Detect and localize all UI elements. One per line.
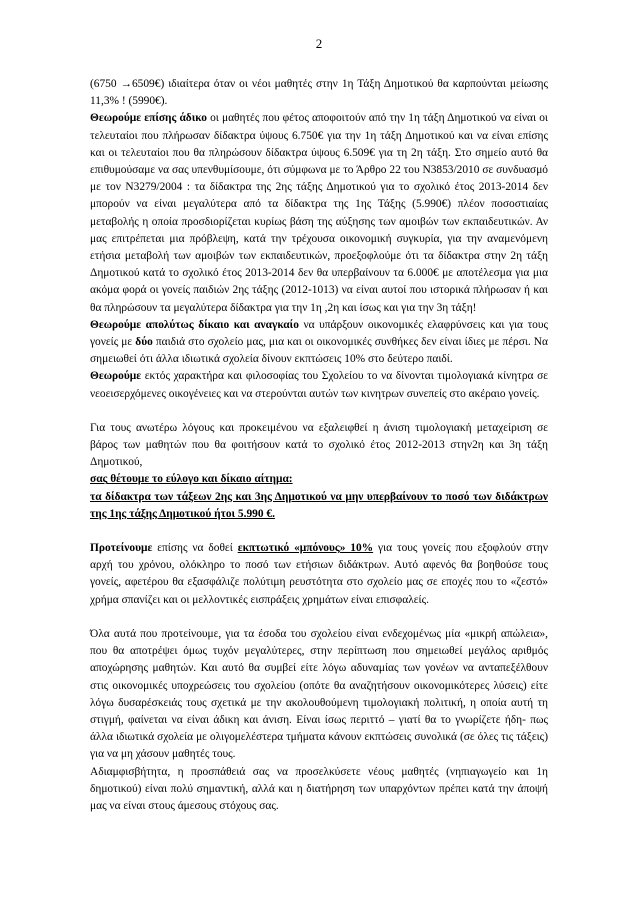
paragraph-fee-reduction: (6750 →6509€) ιδιαίτερα όταν οι νέοι μαθητές στην 1η Τάξη Δημοτικού θα καρπούνται μείωσης 11,3% ! (5990€). (90, 78, 548, 108)
paragraph-reasons: Για τους ανωτέρω λόγους και προκειμένου να εξαλειφθεί η άνιση τιμολογιακή μεταχείριση σε βάρος των μαθητών που θα φοιτήσουν κατά το σχολικό έτος 2012-2013 στην2η και 3η τάξη Δημοτικού, (90, 421, 548, 469)
paragraph-small-loss: Όλα αυτά που προτείνουμε, για τα έσοδα του σχολείου είναι ενδεχομένως μία «μικρή απώλεια», που θα αποτρέψει όμως τυχόν μεγαλύτερες, στην περίπτωση που σημειωθεί μεγάλος αριθμός αποχώρησης μαθητών. Και αυτό θα συμβεί είτε λόγω αδυναμίας των γονέων να ανταπεξέλθουν στις οικονομικές υποχρεώσεις του σχολείου (οπότε θα αναζητήσουν οικονομικότερες λύσεις) είτε λόγω δυσαρέσκειάς τους σχετικά με την ακολουθούμενη τιμολογιακή πολιτική, η οποία αυτή τη στιγμή, φαίνεται να είναι άδικη και άνιση. Είναι ίσως περιττό – γιατί θα το γνωρίζετε ήδη- πως άλλα ιδιωτικά σχολεία με ολιγομελέστερα τμήματα κάνουν εκπτώσεις συνολικά (σε όλες τις τάξεις) για να μη χάσουν μαθητές τους. (90, 627, 548, 761)
request-body: τα δίδακτρα των τάξεων 2ης και 3ης Δημοτικού να μην υπερβαίνουν το ποσό των διδάκτρων της 1ης τάξης Δημοτικού ήτοι 5.990 €. (90, 490, 548, 520)
lead-bold: Θεωρούμε (90, 370, 142, 383)
request-title: σας θέτουμε το εύλογο και δίκαιο αίτημα: (90, 473, 293, 486)
paragraph-incentives: Θεωρούμε εκτός χαρακτήρα και φιλοσοφίας του Σχολείου το να δίνονται τιμολογιακά κίνητρα σε νεοεισερχόμενες οικογένειες και να στερούνται αυτών των κινητρων συνεπείς στο ακέραιο γονείς. (90, 370, 548, 400)
paragraph-retention: Αδιαμφισβήτητα, η προσπάθειά σας να προσελκύσετε νέους μαθητές (νηπιαγωγείο και 1η δημοτικού) είναι πολύ σημαντική, αλλά και η διατήρηση των υπαρχόντων πρέπει κατά την άποψή μας να είναι στους άμεσους στόχους σας. (90, 765, 548, 812)
paragraph-second-child-discount: Θεωρούμε απολύτως δίκαιο και αναγκαίο να υπάρξουν οικονομικές ελαφρύνσεις και για τους γονείς με δύο παιδιά στο σχολείο μας, μια και οι οικονομικές συνθήκες δεν είναι ίδιες με πέρσι. Να σημειωθεί ότι άλλα ιδιωτικά σχολεία δίνουν εκπτώσεις 10% στο δεύτερο παιδί. (90, 318, 549, 366)
document-body (90, 76, 548, 815)
lead-bold: Θεωρούμε απολύτως δίκαιο και αναγκαίο (90, 318, 299, 331)
lead-bold: Θεωρούμε επίσης άδικο (90, 112, 207, 125)
paragraph-bonus-proposal: Προτείνουμε επίσης να δοθεί εκπτωτικό «μπόνους» 10% για τους γονείς που εξοφλούν στην αρχή του χρόνου, ολόκληρο το ποσό των ετήσιων διδάκτρων. Αυτό αφενός θα βοηθούσε τους γονείς, αφετέρου θα εξασφάλιζε πολύτιμη ρευστότητα στο σχολείο μας σε εποχές που το «ζεστό» χρήμα σπανίζει και οι μελλοντικές εισπράξεις χρημάτων είναι επισφαλείς. (90, 542, 548, 606)
paragraph-unfair-fees: Θεωρούμε επίσης άδικο οι μαθητές που φέτος αποφοιτούν από την 1η τάξη Δημοτικού να είναι οι τελευταίοι που πλήρωσαν δίδακτρα ύψους 6.750€ για την 1η τάξη Δημοτικού και να είναι επίσης και οι τελευταίοι που θα πληρώσουν δίδακτρα ύψους 6.509€ για τη 2η τάξη. Στο σημείο αυτό θα επιθυμούσαμε να σας υπενθυμίσουμε, ότι σύμφωνα με το Άρθρο 22 του Ν3853/2010 σε συνδυασμό με τον Ν3279/2004 : τα δίδακτρα της 2ης τάξης Δημοτικού για το σχολικό έτος 2013-2014 δεν μπορούν να είναι μεγαλύτερα από τα δίδακτρα της 1ης Τάξης (5.990€) πλέον ποσοστιαίας μεταβολής η οποία προσδιορίζεται κυρίως βάση της αύξησης των αμοιβών των εκπαιδευτικών. Αν μας επιτρέπεται μια πρόβλεψη, κατά την τρέχουσα οικονομική συγκυρία, για την αναμενόμενη ετήσια μεταβολή των αμοιβών των εκπαιδευτικών, προεξοφλούμε ότι τα δίδακτρα στην 2η τάξη Δημοτικού κατά το σχολικό έτος 2013-2014 δεν θα υπερβαίνουν τα 6.000€ με αποτέλεσμα για μια ακόμα φορά οι γονείς παιδιών 2ης τάξης (2012-1013) να είναι αυτοί που ιστορικά πλήρωσαν ή και θα πληρώσουν τα μεγαλύτερα δίδακτρα για την 1η ,2η και ίσως και για την 3η τάξη! (90, 112, 548, 314)
lead-bold: Προτείνουμε (90, 542, 153, 555)
page-number: 2 (315, 36, 323, 51)
